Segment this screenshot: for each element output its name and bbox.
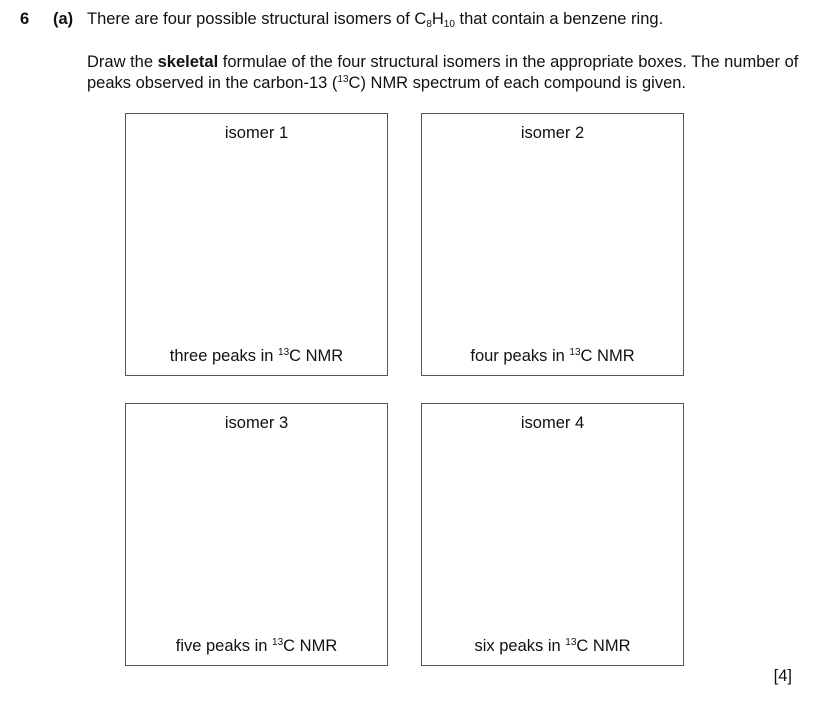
stem-before: There are four possible structural isomers of: [87, 10, 415, 28]
isomer-3-title: isomer 3: [224, 414, 289, 432]
question-part: (a): [53, 10, 74, 28]
isomer-1-caption-pre: three peaks in: [169, 347, 279, 365]
instructions-part3: C) NMR spectrum of each compound is given.: [348, 74, 686, 92]
marks-allocation: [4]: [773, 667, 792, 685]
instructions-part1: Draw the: [87, 53, 158, 71]
isomer-2-title: isomer 2: [520, 124, 585, 142]
isomer-3-caption-pre: five peaks in: [175, 637, 273, 655]
isomer-4-isotope: 13: [565, 637, 577, 648]
isomer-3-caption: [126, 637, 387, 656]
isomer-2-caption-pre: four peaks in: [470, 347, 570, 365]
isomer-4-title: isomer 4: [520, 414, 585, 432]
isomer-1-isotope: 13: [278, 347, 290, 358]
isomer-3-box: [125, 403, 388, 666]
isomer-4-answer-area[interactable]: [432, 442, 673, 627]
stem-after: that contain a benzene ring.: [454, 10, 664, 28]
isomer-2-caption-post: C NMR: [580, 347, 635, 365]
formula-carbon-count: 8: [426, 19, 432, 30]
formula-hydrogen-count: 10: [443, 19, 455, 30]
isomer-4-caption: [422, 637, 683, 656]
isomer-2-caption: [422, 347, 683, 366]
isomer-3-isotope: 13: [272, 637, 284, 648]
formula-hydrogen: H: [431, 10, 444, 28]
isomer-4-caption-pre: six peaks in: [474, 637, 566, 655]
isomer-1-title: isomer 1: [224, 124, 289, 142]
isomer-1-caption: [126, 347, 387, 366]
isomer-4-box: [421, 403, 684, 666]
isomer-2-isotope: 13: [569, 347, 581, 358]
formula-carbon: C: [414, 10, 427, 28]
isomer-1-answer-area[interactable]: [136, 152, 377, 337]
question-number: 6: [20, 10, 30, 28]
molecular-formula: [414, 10, 455, 28]
isomer-3-answer-area[interactable]: [136, 442, 377, 627]
isomer-2-box: [421, 113, 684, 376]
isomer-1-caption-post: C NMR: [289, 347, 344, 365]
instructions-bold: skeletal: [157, 53, 219, 71]
instructions: [87, 52, 807, 94]
isomer-4-caption-post: C NMR: [576, 637, 631, 655]
question-stem: [87, 10, 663, 29]
instructions-isotope: 13: [337, 74, 349, 85]
instructions-part2: formulae of the four structural isomers in the appropriate boxes. The number of peaks observed in the carbon-13 (: [87, 53, 799, 92]
isomer-1-box: [125, 113, 388, 376]
isomer-3-caption-post: C NMR: [283, 637, 338, 655]
isomer-2-answer-area[interactable]: [432, 152, 673, 337]
